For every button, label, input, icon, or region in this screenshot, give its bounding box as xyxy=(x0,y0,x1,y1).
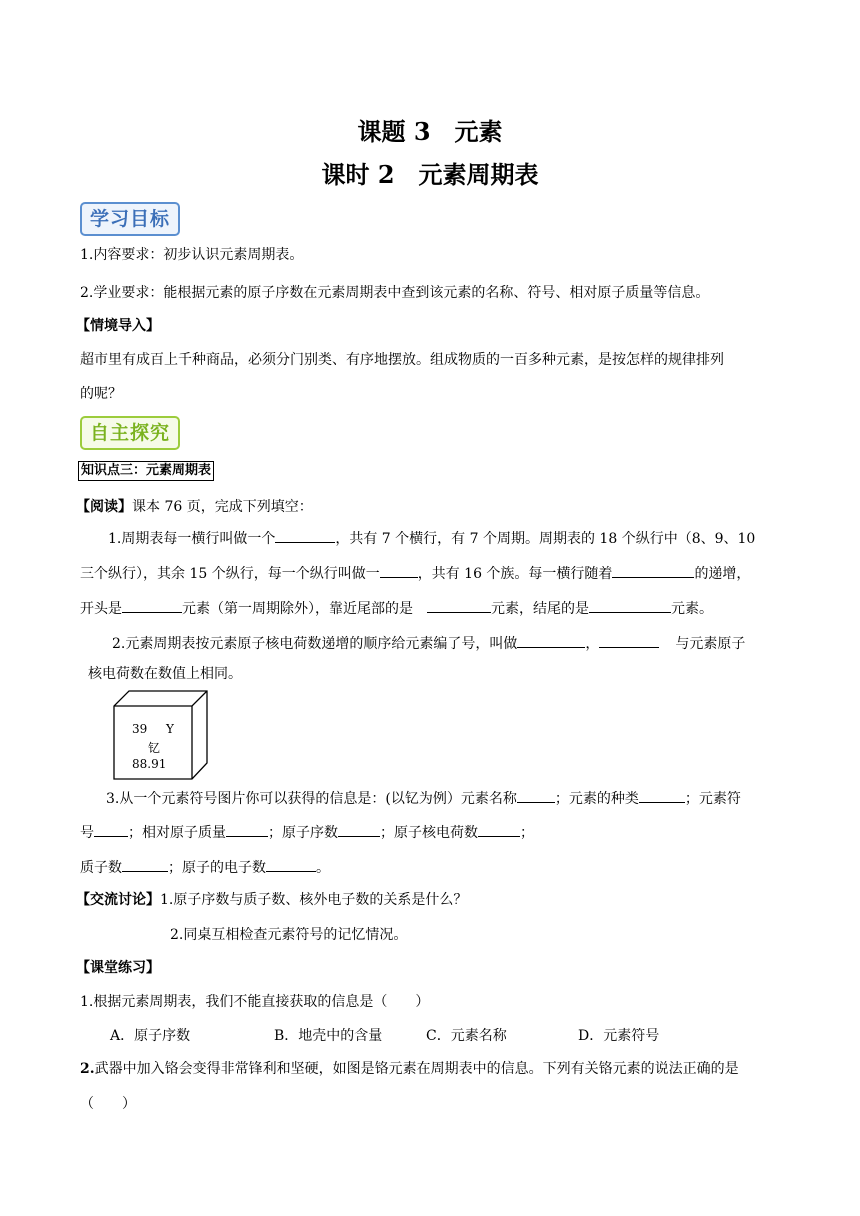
practice-q1-option-c[interactable]: C．元素名称 xyxy=(426,1028,507,1044)
reading-label: 【阅读】 xyxy=(76,499,132,515)
q2-line2: 核电荷数在数值上相同。 xyxy=(88,666,242,682)
objectives-badge: 学习目标 xyxy=(80,202,180,236)
q3-line2 xyxy=(80,822,534,843)
blank-element-name[interactable] xyxy=(517,788,555,803)
blank-period[interactable] xyxy=(275,528,335,543)
practice-heading: 【课堂练习】 xyxy=(76,960,160,976)
q3-text-i: 质子数 xyxy=(80,860,122,876)
q1-text-g: 元素（第一周期除外），靠近尾部的是 xyxy=(182,601,413,617)
blank-atomic-number[interactable] xyxy=(517,633,585,648)
blank-electron-count[interactable] xyxy=(266,857,316,872)
q1-text-b: ，共有 7 个横行，有 7 个周期。周期表的 18 个纵行中（8、9、10 xyxy=(335,531,756,547)
q2-text-c: 与元素原子 xyxy=(675,636,746,652)
discussion-line1 xyxy=(76,890,467,910)
blank-element-kind[interactable] xyxy=(639,788,685,803)
q1-line3 xyxy=(80,598,713,619)
q3-line1 xyxy=(106,788,741,809)
q3-text-f: ；原子序数 xyxy=(268,825,338,841)
q3-line3 xyxy=(80,857,330,878)
q2-text-a: 2.元素周期表按元素原子核电荷数递增的顺序给元素编了号，叫做 xyxy=(112,636,518,652)
q2-line1 xyxy=(112,633,745,654)
q1-text-h: 元素，结尾的是 xyxy=(491,601,589,617)
practice-q2-paren: （ ） xyxy=(80,1096,136,1112)
reading-line xyxy=(76,497,313,517)
blank-proton-count[interactable] xyxy=(122,857,168,872)
element-symbol: Y xyxy=(166,722,174,736)
discussion-label: 【交流讨论】 xyxy=(76,892,160,908)
q1-line1 xyxy=(108,528,755,549)
q3-text-k: 。 xyxy=(316,860,330,876)
q1-text-e: 的递增， xyxy=(694,566,751,582)
q3-text-g: ；原子核电荷数 xyxy=(380,825,478,841)
intro-text-line1: 超市里有成百上千种商品，必须分门别类、有序地摆放。组成物质的一百多种元素，是按怎样的规律排列 xyxy=(80,352,724,368)
blank-end[interactable] xyxy=(589,598,671,613)
practice-q2-number: 2. xyxy=(80,1061,95,1077)
q1-text-i: 元素。 xyxy=(671,601,713,617)
practice-q1-option-d[interactable]: D．元素符号 xyxy=(578,1028,660,1044)
objective-2: 2.学业要求：能根据元素的原子序数在元素周期表中查到该元素的名称、符号、相对原子质量等信息。 xyxy=(80,285,710,301)
blank-atomic-mass[interactable] xyxy=(226,822,268,837)
q1-text-f: 开头是 xyxy=(80,601,122,617)
blank-atomic-number-q3[interactable] xyxy=(338,822,380,837)
lesson-title: 课题 3 元素 xyxy=(357,117,503,146)
blank-equal[interactable] xyxy=(599,633,659,648)
intro-heading: 【情境导入】 xyxy=(76,318,160,334)
discussion-item-1: 1.原子序数与质子数、核外电子数的关系是什么？ xyxy=(160,892,468,908)
knowledge-point-label: 知识点三：元素周期表 xyxy=(78,461,214,481)
q3-text-c: ；元素符 xyxy=(684,791,741,807)
q3-text-d: 号 xyxy=(80,825,94,841)
practice-q1-option-a[interactable]: A．原子序数 xyxy=(110,1028,191,1044)
explore-badge: 自主探究 xyxy=(80,416,180,450)
element-name: 钇 xyxy=(148,741,161,755)
blank-start[interactable] xyxy=(122,598,182,613)
objective-1: 1.内容要求：初步认识元素周期表。 xyxy=(80,247,304,263)
element-mass: 88.91 xyxy=(132,757,167,771)
q1-text-d: ，共有 16 个族。每一横行随着 xyxy=(417,566,613,582)
q1-text-c: 三个纵行），其余 15 个纵行，每一个纵行叫做一 xyxy=(80,566,380,582)
blank-element-symbol[interactable] xyxy=(94,822,128,837)
q2-text-b: ， xyxy=(585,636,600,652)
lesson-subtitle: 课时 2 元素周期表 xyxy=(321,160,539,189)
blank-group[interactable] xyxy=(380,563,418,578)
practice-q2-stem xyxy=(80,1059,739,1079)
practice-q2-text: 武器中加入铬会变得非常锋利和坚硬，如图是铬元素在周期表中的信息。下列有关铬元素的说法正确的是 xyxy=(94,1061,739,1077)
intro-text-line2: 的呢？ xyxy=(80,386,122,402)
reading-text: 课本 76 页，完成下列填空： xyxy=(132,499,313,515)
element-card-yttrium xyxy=(112,689,212,789)
q3-text-j: ；原子的电子数 xyxy=(168,860,266,876)
q3-text-b: ；元素的种类 xyxy=(554,791,639,807)
practice-q1-option-b[interactable]: B．地壳中的含量 xyxy=(274,1028,383,1044)
q3-text-h: ； xyxy=(520,825,534,841)
q3-text-a: 3.从一个元素符号图片你可以获得的信息是：(以钇为例）元素名称 xyxy=(106,791,517,807)
q1-text-a: 1.周期表每一横行叫做一个 xyxy=(108,531,276,547)
blank-near-end[interactable] xyxy=(427,598,491,613)
q3-text-e: ；相对原子质量 xyxy=(128,825,226,841)
practice-q1-stem: 1.根据元素周期表，我们不能直接获取的信息是（ ） xyxy=(80,994,430,1010)
q1-line2 xyxy=(80,563,750,584)
discussion-item-2: 2.同桌互相检查元素符号的记忆情况。 xyxy=(170,927,408,943)
blank-nuclear-charge[interactable] xyxy=(478,822,520,837)
blank-increase[interactable] xyxy=(612,563,694,578)
element-number: 39 xyxy=(132,722,148,736)
